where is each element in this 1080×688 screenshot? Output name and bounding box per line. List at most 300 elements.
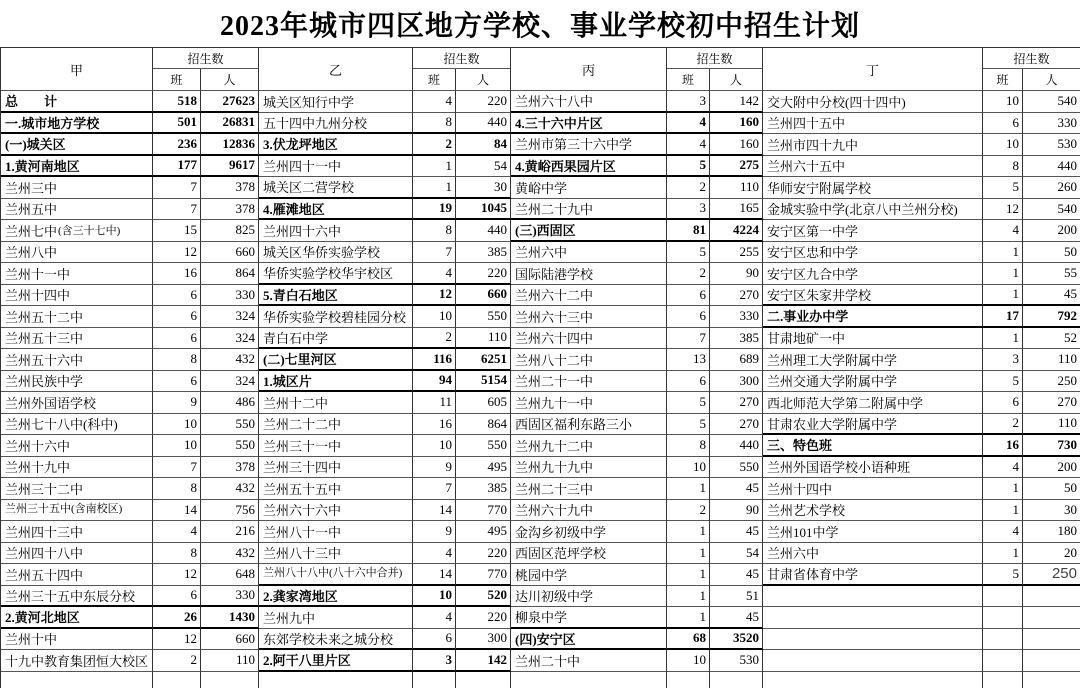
student-count-cell: 270 (710, 285, 763, 307)
class-count-cell: 5 (983, 177, 1023, 199)
student-count-cell: 9617 (201, 156, 259, 178)
student-count-cell: 270 (710, 392, 763, 414)
school-name-cell (763, 285, 983, 307)
school-name-cell (1, 306, 153, 328)
school-name-cell (511, 672, 667, 688)
school-name-cell (259, 629, 413, 651)
class-count-cell: 4 (983, 220, 1023, 242)
school-name: 兰州五十六中 (5, 352, 84, 368)
school-name-cell (1, 543, 153, 565)
school-name-cell (511, 414, 667, 436)
school-name: 4.雁滩地区 (263, 201, 325, 217)
student-count-cell: 110 (201, 650, 259, 672)
class-count-cell: 3 (667, 91, 710, 113)
class-count-cell: 3 (667, 199, 710, 221)
school-name-cell (511, 349, 667, 371)
student-count-cell: 142 (710, 91, 763, 113)
school-name-cell (259, 478, 413, 500)
class-count-cell: 10 (153, 435, 201, 457)
school-name: 兰州九中 (263, 610, 316, 626)
school-name-cell (763, 199, 983, 221)
class-count-cell: 1 (413, 177, 456, 199)
school-name: 兰州四十一中 (263, 159, 342, 175)
school-name: 兰州四十五中 (767, 116, 846, 132)
school-name: (四)安宁区 (515, 631, 576, 647)
class-count-cell: 3 (413, 650, 456, 672)
class-count-cell: 2 (667, 263, 710, 285)
student-count-cell: 660 (201, 242, 259, 264)
school-name-cell (763, 500, 983, 522)
school-name-cell (511, 113, 667, 135)
school-name-cell (511, 156, 667, 178)
school-name-cell (1, 113, 153, 135)
student-count-cell (1023, 650, 1080, 672)
student-count-cell: 540 (1023, 199, 1080, 221)
student-count-cell: 432 (201, 478, 259, 500)
student-count-cell: 648 (201, 564, 259, 586)
class-count-cell: 10 (413, 586, 456, 608)
student-count-cell: 160 (710, 134, 763, 156)
school-name-cell (259, 113, 413, 135)
school-name: 兰州十四中 (5, 288, 71, 304)
school-name-cell (259, 586, 413, 608)
school-name-cell (511, 263, 667, 285)
class-count-cell: 4 (413, 263, 456, 285)
class-count-cell (983, 672, 1023, 688)
class-count-cell: 14 (413, 564, 456, 586)
people-header: 人 (456, 69, 511, 91)
school-name: 兰州二十二中 (263, 417, 342, 433)
school-name-cell (259, 392, 413, 414)
student-count-cell: 378 (201, 177, 259, 199)
student-count-cell: 110 (1023, 414, 1080, 436)
school-name-cell (259, 564, 413, 586)
school-name: 兰州十中 (5, 632, 58, 648)
school-name: 安宁区九合中学 (767, 266, 859, 282)
school-name: 金城实验中学(北京八中兰州分校) (767, 202, 958, 218)
class-count-cell: 2 (983, 414, 1023, 436)
class-count-cell: 8 (983, 156, 1023, 178)
school-name-cell (511, 285, 667, 307)
student-count-cell: 540 (1023, 91, 1080, 113)
school-name-cell (763, 564, 983, 586)
class-count-cell: 10 (153, 414, 201, 436)
student-count-cell: 385 (456, 478, 511, 500)
class-count-cell: 8 (413, 113, 456, 135)
class-count-cell: 236 (153, 134, 201, 156)
class-count-cell: 12 (413, 285, 456, 307)
student-count-cell: 770 (456, 564, 511, 586)
school-name-cell (763, 650, 983, 672)
student-count-cell: 45 (1023, 285, 1080, 307)
student-count-cell: 4224 (710, 220, 763, 242)
student-count-cell: 220 (456, 263, 511, 285)
school-name-cell (763, 134, 983, 156)
school-name: 安宁区朱家井学校 (767, 287, 872, 303)
school-name-cell (1, 328, 153, 350)
class-count-cell: 10 (983, 134, 1023, 156)
class-count-cell: 2 (667, 177, 710, 199)
student-count-cell: 30 (1023, 500, 1080, 522)
class-count-cell: 6 (983, 113, 1023, 135)
student-count-cell: 275 (710, 156, 763, 178)
school-name: 柳泉中学 (515, 610, 568, 626)
school-name-cell (259, 349, 413, 371)
school-name: 兰州六十五中 (767, 159, 846, 175)
student-count-cell: 530 (1023, 134, 1080, 156)
student-count-cell: 51 (710, 586, 763, 608)
class-count-cell: 12 (153, 629, 201, 651)
school-name-cell (259, 306, 413, 328)
class-count-cell: 4 (983, 457, 1023, 479)
student-count-cell: 486 (201, 392, 259, 414)
class-count-cell: 9 (153, 392, 201, 414)
student-count-cell: 550 (456, 435, 511, 457)
school-name: 兰州五十四中 (5, 567, 84, 583)
school-name: 兰州三十四中 (263, 460, 342, 476)
school-name: 兰州二十一中 (515, 374, 594, 390)
class-count-cell: 4 (983, 521, 1023, 543)
student-count-cell: 3520 (710, 629, 763, 651)
school-name-cell (1, 414, 153, 436)
school-name: 兰州六十九中 (515, 503, 594, 519)
school-name-cell (1, 457, 153, 479)
class-count-cell: 26 (153, 607, 201, 629)
school-name: 国际陆港学校 (515, 266, 594, 282)
student-count-cell: 530 (710, 650, 763, 672)
school-name: 兰州七中 (5, 223, 58, 239)
student-count-cell: 495 (456, 457, 511, 479)
class-count-cell: 5 (667, 156, 710, 178)
school-name-cell (1, 607, 153, 629)
school-name-suffix: (含三十七中) (58, 225, 121, 238)
class-count-cell: 12 (983, 199, 1023, 221)
school-name: 西固区范坪学校 (515, 546, 607, 562)
school-name: 兰州市第三十六中学 (515, 137, 633, 153)
class-count-cell: 177 (153, 156, 201, 178)
student-count-cell: 330 (201, 285, 259, 307)
school-name: 安宁区第一中学 (767, 223, 859, 239)
school-name: 兰州八十二中 (515, 352, 594, 368)
student-count-cell: 45 (710, 607, 763, 629)
school-name-cell (1, 586, 153, 608)
school-name-cell (1, 672, 153, 688)
table-header (0, 47, 1080, 91)
class-count-cell: 68 (667, 629, 710, 651)
school-name-cell (259, 156, 413, 178)
student-count-cell: 55 (1023, 263, 1080, 285)
student-count-cell: 689 (710, 349, 763, 371)
student-count-cell: 30 (456, 177, 511, 199)
school-name: 2.黄河北地区 (5, 610, 80, 626)
school-name: 兰州三十五中东辰分校 (5, 588, 136, 604)
class-count-cell: 6 (153, 285, 201, 307)
student-count-cell: 216 (201, 521, 259, 543)
school-name-cell (1, 371, 153, 393)
school-name: 兰州六中 (767, 546, 820, 562)
class-count-cell: 6 (153, 371, 201, 393)
school-name: 兰州七十八中(科中) (5, 417, 118, 433)
school-name: 城关区二营学校 (263, 180, 355, 196)
class-count-cell: 2 (413, 134, 456, 156)
school-name: 兰州九十九中 (515, 460, 594, 476)
student-count-cell: 1045 (456, 199, 511, 221)
student-count-cell: 440 (456, 220, 511, 242)
school-name-cell (259, 414, 413, 436)
class-count-cell: 8 (413, 220, 456, 242)
student-count-cell: 270 (1023, 392, 1080, 414)
student-count-cell: 45 (710, 478, 763, 500)
student-count-cell: 45 (710, 564, 763, 586)
school-name: 城关区知行中学 (263, 94, 355, 110)
class-count-cell: 16 (413, 414, 456, 436)
school-name-cell (511, 478, 667, 500)
student-count-cell: 50 (1023, 478, 1080, 500)
school-name-cell (1, 220, 153, 242)
student-count-cell: 432 (201, 543, 259, 565)
school-name: 兰州十二中 (263, 395, 329, 411)
school-name-cell (511, 177, 667, 199)
school-name-cell (763, 392, 983, 414)
student-count-cell: 385 (710, 328, 763, 350)
student-count-cell: 550 (201, 414, 259, 436)
class-count-cell: 81 (667, 220, 710, 242)
column-group-header-jia: 甲 (1, 48, 153, 91)
school-name-cell (763, 607, 983, 629)
school-name: 甘肃地矿一中 (767, 331, 846, 347)
school-name-cell (763, 543, 983, 565)
school-name: 兰州八十八中(八十六中合并) (263, 567, 403, 580)
class-count-cell: 1 (983, 543, 1023, 565)
school-name-cell (1, 392, 153, 414)
school-name-cell (763, 220, 983, 242)
student-count-cell: 770 (456, 500, 511, 522)
school-name: 桃园中学 (515, 567, 568, 583)
school-name-cell (511, 134, 667, 156)
student-count-cell: 110 (1023, 349, 1080, 371)
school-name-cell (1, 285, 153, 307)
student-count-cell: 50 (1023, 242, 1080, 264)
school-name-cell (763, 435, 983, 457)
class-count-cell: 10 (667, 650, 710, 672)
class-count-cell: 16 (153, 263, 201, 285)
student-count-cell: 270 (710, 414, 763, 436)
school-name-cell (1, 650, 153, 672)
school-name: 兰州十一中 (5, 266, 71, 282)
student-count-cell: 660 (201, 629, 259, 651)
school-name-cell (259, 220, 413, 242)
school-name-cell (259, 199, 413, 221)
student-count-cell: 6251 (456, 349, 511, 371)
class-count-cell: 14 (153, 500, 201, 522)
student-count-cell: 756 (201, 500, 259, 522)
class-count-cell: 4 (413, 607, 456, 629)
student-count-cell: 20 (1023, 543, 1080, 565)
student-count-cell: 378 (201, 457, 259, 479)
student-count-cell (710, 672, 763, 688)
school-name-cell (763, 91, 983, 113)
student-count-cell (1023, 629, 1080, 651)
school-name-cell (1, 199, 153, 221)
school-name: 兰州101中学 (767, 524, 839, 540)
school-name-cell (763, 113, 983, 135)
school-name-cell (511, 543, 667, 565)
school-name: 兰州八中 (5, 245, 58, 261)
class-count-cell: 6 (153, 306, 201, 328)
class-count-cell: 1 (667, 607, 710, 629)
school-name: 兰州外国语学校 (5, 395, 97, 411)
school-name: (二)七里河区 (263, 352, 337, 368)
class-count-cell: 8 (153, 349, 201, 371)
class-count-cell: 1 (983, 263, 1023, 285)
class-count-cell: 13 (667, 349, 710, 371)
student-count-cell: 330 (710, 306, 763, 328)
student-count-cell: 250 (1023, 371, 1080, 393)
school-name: 兰州六中 (515, 245, 568, 261)
school-name-cell (511, 650, 667, 672)
school-name: (一)城关区 (5, 137, 66, 153)
school-name-cell (259, 371, 413, 393)
class-count-cell: 11 (413, 392, 456, 414)
school-name-cell (259, 263, 413, 285)
student-count-cell: 54 (710, 543, 763, 565)
class-count-cell: 2 (667, 500, 710, 522)
class-count-cell: 6 (667, 285, 710, 307)
school-name-cell (511, 199, 667, 221)
student-count-cell: 440 (456, 113, 511, 135)
class-count-cell (983, 586, 1023, 608)
school-name: 总 计 (5, 94, 58, 110)
school-name: 甘肃省体育中学 (767, 567, 859, 583)
school-name-cell (1, 177, 153, 199)
school-name: 兰州交通大学附属中学 (767, 374, 898, 390)
school-name-cell (511, 457, 667, 479)
column-group-header-yi: 乙 (259, 48, 413, 91)
student-count-cell: 378 (201, 199, 259, 221)
student-count-cell (456, 672, 511, 688)
class-count-cell: 6 (667, 371, 710, 393)
class-count-cell: 1 (667, 586, 710, 608)
student-count-cell: 864 (456, 414, 511, 436)
school-name: 西北师范大学第二附属中学 (767, 395, 924, 411)
class-count-cell: 4 (153, 521, 201, 543)
enroll-count-header: 招生数 (983, 48, 1080, 69)
class-count-cell: 1 (983, 242, 1023, 264)
school-name-cell (511, 371, 667, 393)
people-header: 人 (201, 69, 259, 91)
class-count-cell: 8 (153, 543, 201, 565)
student-count-cell: 440 (1023, 156, 1080, 178)
school-name-cell (259, 521, 413, 543)
class-count-cell (667, 672, 710, 688)
school-name: 2.阿干八里片区 (263, 653, 351, 669)
class-count-cell: 15 (153, 220, 201, 242)
class-count-cell: 7 (153, 457, 201, 479)
class-count-cell: 6 (153, 586, 201, 608)
school-name: 二.事业办中学 (767, 309, 849, 325)
student-count-cell: 550 (456, 306, 511, 328)
class-count-cell (983, 650, 1023, 672)
table-body (0, 91, 1080, 688)
school-name: 兰州二十三中 (515, 481, 594, 497)
school-name-cell (511, 220, 667, 242)
student-count-cell: 200 (1023, 457, 1080, 479)
student-count-cell: 324 (201, 371, 259, 393)
class-count-cell: 19 (413, 199, 456, 221)
school-name: 三、特色班 (767, 438, 833, 454)
student-count-cell: 45 (710, 521, 763, 543)
student-count-cell (1023, 586, 1080, 608)
student-count-cell: 27623 (201, 91, 259, 113)
school-name-cell (1, 478, 153, 500)
class-count-cell: 1 (983, 285, 1023, 307)
class-count-cell: 1 (667, 521, 710, 543)
class-count-cell: 1 (667, 478, 710, 500)
school-name: 兰州市四十九中 (767, 137, 859, 153)
school-name-cell (511, 629, 667, 651)
student-count-cell: 110 (710, 177, 763, 199)
class-count-cell: 10 (413, 435, 456, 457)
school-name: 甘肃农业大学附属中学 (767, 416, 898, 432)
school-name-cell (763, 586, 983, 608)
column-group-header-bing: 丙 (511, 48, 667, 91)
school-name: 西固区福利东路三小 (515, 417, 633, 433)
student-count-cell (201, 672, 259, 688)
student-count-cell: 550 (710, 457, 763, 479)
school-name-cell (259, 285, 413, 307)
school-name-cell (259, 328, 413, 350)
school-name: 兰州三十五中(含南校区) (5, 503, 123, 516)
school-name-cell (763, 306, 983, 328)
school-name: 2.龚家湾地区 (263, 588, 338, 604)
school-name-cell (511, 242, 667, 264)
student-count-cell: 84 (456, 134, 511, 156)
school-name-cell (259, 500, 413, 522)
class-count-cell: 10 (413, 306, 456, 328)
student-count-cell: 520 (456, 586, 511, 608)
school-name: 兰州六十六中 (263, 503, 342, 519)
school-name: 华侨实验学校华宇校区 (263, 266, 394, 282)
student-count-cell: 792 (1023, 306, 1080, 328)
school-name: 兰州外国语学校小语种班 (767, 460, 911, 476)
school-name: 兰州三中 (5, 180, 58, 196)
class-count-cell: 12 (153, 242, 201, 264)
class-count-cell: 14 (413, 500, 456, 522)
student-count-cell: 26831 (201, 113, 259, 135)
class-count-cell: 7 (413, 478, 456, 500)
class-count-cell: 9 (413, 521, 456, 543)
school-name: 安宁区忠和中学 (767, 245, 859, 261)
school-name: 东郊学校未来之城分校 (263, 631, 394, 647)
school-name: 华师安宁附属学校 (767, 180, 872, 196)
class-count-cell: 7 (153, 177, 201, 199)
student-count-cell: 300 (710, 371, 763, 393)
school-name: 兰州十六中 (5, 438, 71, 454)
student-count-cell: 52 (1023, 328, 1080, 350)
school-name: 兰州五十二中 (5, 309, 84, 325)
school-name-cell (1, 242, 153, 264)
school-name-cell (763, 328, 983, 350)
class-count-cell: 16 (983, 435, 1023, 457)
school-name: 兰州六十三中 (515, 309, 594, 325)
class-count-cell: 1 (667, 543, 710, 565)
student-count-cell: 605 (456, 392, 511, 414)
class-count-cell: 1 (983, 328, 1023, 350)
school-name: 青白石中学 (263, 330, 329, 346)
school-name-cell (1, 263, 153, 285)
school-name: 兰州二十中 (515, 653, 581, 669)
school-name: 兰州三十二中 (5, 481, 84, 497)
